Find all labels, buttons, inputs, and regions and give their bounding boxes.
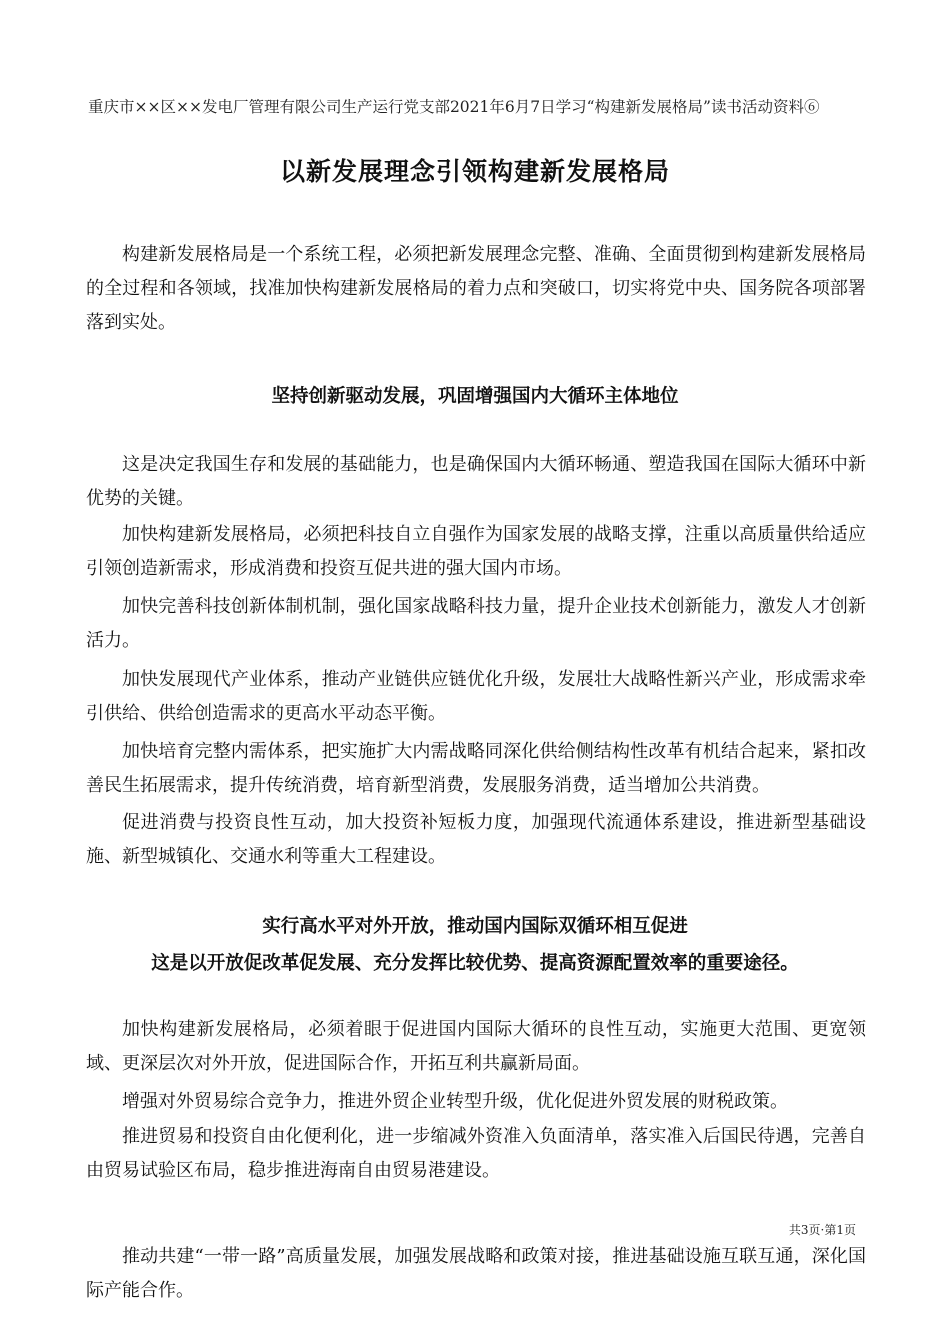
page-footer: 共3页·第1页 (788, 1223, 856, 1237)
section-2-paragraph: 加快构建新发展格局，必须着眼于促进国内国际大循环的良性互动，实施更大范围、更宽领域、更深层次对外开放，促进国际合作，开拓互利共赢新局面。 (86, 1019, 866, 1074)
section-1-paragraph: 加快完善科技创新体制机制，强化国家战略科技力量，提升企业技术创新能力，激发人才创新活力。 (86, 596, 866, 651)
section-1-paragraph: 这是决定我国生存和发展的基础能力，也是确保国内大循环畅通、塑造我国在国际大循环中新优势的关键。 (86, 454, 866, 509)
section-2-subheading: 这是以开放促改革促发展、充分发挥比较优势、提高资源配置效率的重要途径。 (151, 953, 799, 974)
section-1-heading: 坚持创新驱动发展，巩固增强国内大循环主体地位 (271, 386, 679, 407)
section-1-paragraph: 促进消费与投资良性互动，加大投资补短板力度，加强现代流通体系建设，推进新型基础设施、新型城镇化、交通水利等重大工程建设。 (86, 812, 866, 867)
document-title: 以新发展理念引领构建新发展格局 (279, 157, 670, 186)
intro-paragraph: 构建新发展格局是一个系统工程，必须把新发展理念完整、准确、全面贯彻到构建新发展格局的全过程和各领域，找准加快构建新发展格局的着力点和突破口，切实将党中央、国务院各项部署落到实处。 (86, 244, 866, 333)
next-page-paragraph: 推动共建“一带一路”高质量发展，加强发展战略和政策对接，推进基础设施互联互通，深化国际产能合作。 (86, 1246, 866, 1301)
section-2-paragraph: 增强对外贸易综合竞争力，推进外贸企业转型升级，优化促进外贸发展的财税政策。 (122, 1091, 788, 1112)
section-1-paragraph: 加快培育完整内需体系，把实施扩大内需战略同深化供给侧结构性改革有机结合起来，紧扣改善民生拓展需求，提升传统消费，培育新型消费，发展服务消费，适当增加公共消费。 (86, 741, 866, 796)
document-header: 重庆市××区××发电厂管理有限公司生产运行党支部2021年6月7日学习“构建新发展格局”读书活动资料⑥ (88, 98, 820, 116)
section-2-heading: 实行高水平对外开放，推动国内国际双循环相互促进 (262, 916, 688, 937)
section-1-paragraph: 加快发展现代产业体系，推动产业链供应链优化升级，发展壮大战略性新兴产业，形成需求牵引供给、供给创造需求的更高水平动态平衡。 (86, 669, 866, 724)
section-2-paragraph: 推进贸易和投资自由化便利化，进一步缩减外资准入负面清单，落实准入后国民待遇，完善自由贸易试验区布局，稳步推进海南自由贸易港建设。 (86, 1126, 866, 1181)
section-1-paragraph: 加快构建新发展格局，必须把科技自立自强作为国家发展的战略支撑，注重以高质量供给适应引领创造新需求，形成消费和投资互促共进的强大国内市场。 (86, 524, 866, 579)
